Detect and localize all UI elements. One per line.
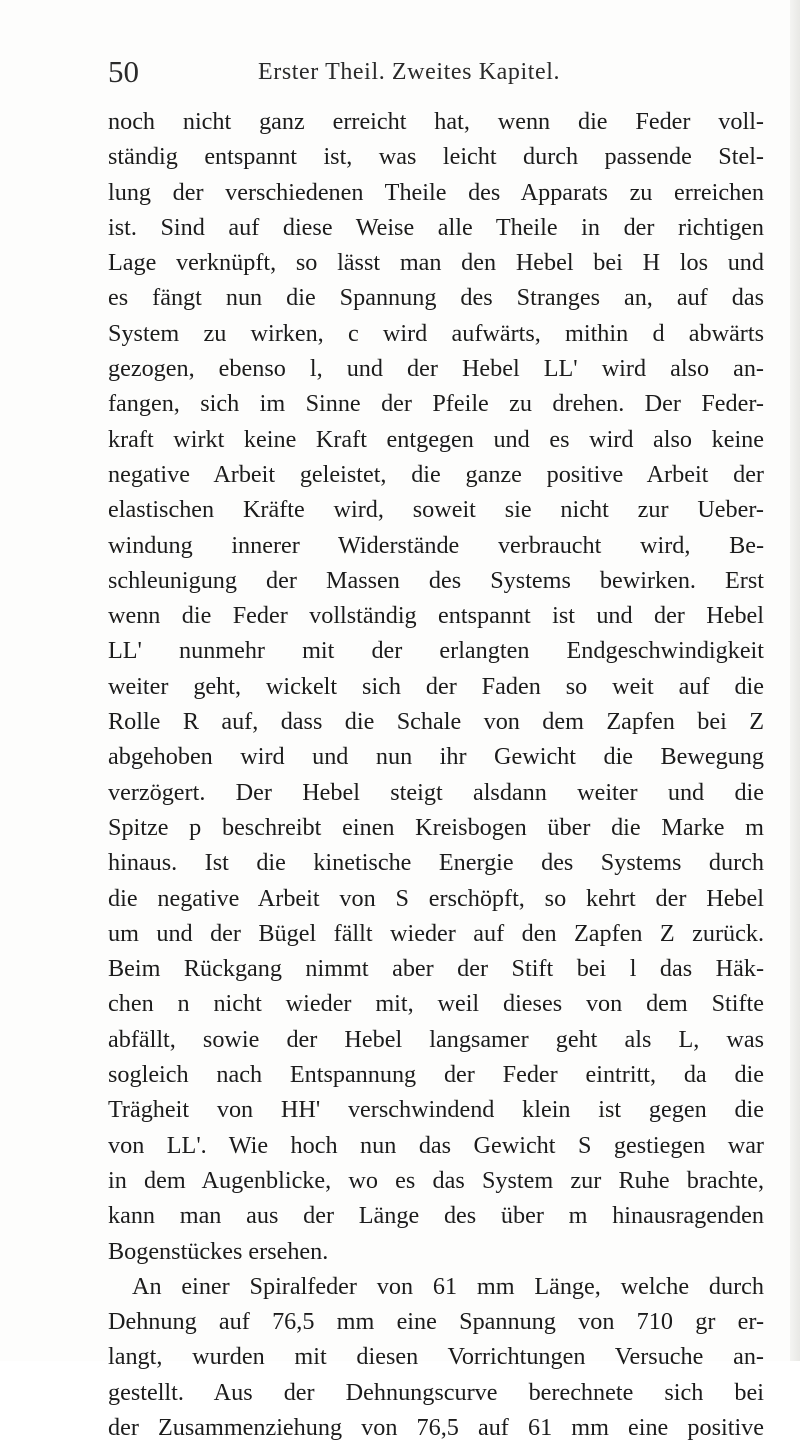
text-line: Lage verknüpft, so lässt man den Hebel bei H los und bbox=[108, 249, 764, 277]
text-line: An einer Spiralfeder von 61 mm Länge, welche durch bbox=[132, 1272, 764, 1300]
text-line: von LL'. Wie hoch nun das Gewicht S gestiegen war bbox=[108, 1131, 764, 1159]
text-line: sogleich nach Entspannung der Feder eintritt, da die bbox=[108, 1061, 764, 1089]
text-line: Bogenstückes ersehen. bbox=[108, 1237, 329, 1265]
text-line: in dem Augenblicke, wo es das System zur Ruhe brachte, bbox=[108, 1166, 764, 1194]
text-line: abfällt, sowie der Hebel langsamer geht als L, was bbox=[108, 1025, 764, 1053]
text-line: abgehoben wird und nun ihr Gewicht die Bewegung bbox=[108, 743, 764, 771]
text-line: noch nicht ganz erreicht hat, wenn die Feder voll- bbox=[108, 108, 764, 135]
text-line: kann man aus der Länge des über m hinausragenden bbox=[108, 1202, 764, 1230]
text-line: Dehnung auf 76,5 mm eine Spannung von 710 gr er- bbox=[108, 1308, 764, 1336]
text-line: Beim Rückgang nimmt aber der Stift bei l das Häk- bbox=[108, 955, 764, 983]
page-number: 50 bbox=[108, 54, 139, 89]
text-line: chen n nicht wieder mit, weil dieses von dem Stifte bbox=[108, 990, 764, 1018]
text-line: lung der verschiedenen Theile des Apparats zu erreichen bbox=[108, 178, 764, 206]
text-line: langt, wurden mit diesen Vorrichtungen Versuche an- bbox=[108, 1343, 764, 1371]
text-line: System zu wirken, c wird aufwärts, mithin d abwärts bbox=[108, 319, 764, 347]
page-header bbox=[108, 52, 748, 92]
page-edge-shadow bbox=[790, 0, 800, 1361]
text-line: verzögert. Der Hebel steigt alsdann weiter und die bbox=[108, 778, 764, 806]
text-line: gestellt. Aus der Dehnungscurve berechnete sich bei bbox=[108, 1378, 764, 1406]
text-line: Spitze p beschreibt einen Kreisbogen über die Marke m bbox=[108, 813, 764, 841]
text-line: gezogen, ebenso l, und der Hebel LL' wird also an- bbox=[108, 355, 764, 383]
text-line: LL' nunmehr mit der erlangten Endgeschwindigkeit bbox=[108, 637, 764, 665]
text-line: windung innerer Widerstände verbraucht wird, Be- bbox=[108, 531, 764, 559]
text-line: ständig entspannt ist, was leicht durch passende Stel- bbox=[108, 143, 764, 171]
text-line: schleunigung der Massen des Systems bewirken. Erst bbox=[108, 566, 764, 594]
text-line: der Zusammenziehung von 76,5 auf 61 mm eine positive bbox=[108, 1413, 764, 1441]
text-line: es fängt nun die Spannung des Stranges an, auf das bbox=[108, 284, 764, 312]
text-line: um und der Bügel fällt wieder auf den Zapfen Z zurück. bbox=[108, 919, 764, 947]
text-line: ist. Sind auf diese Weise alle Theile in der richtigen bbox=[108, 213, 764, 241]
body-text bbox=[108, 104, 764, 1445]
text-line: weiter geht, wickelt sich der Faden so weit auf die bbox=[108, 672, 764, 700]
text-line: Trägheit von HH' verschwindend klein ist gegen die bbox=[108, 1096, 764, 1124]
text-line: kraft wirkt keine Kraft entgegen und es wird also keine bbox=[108, 425, 764, 453]
text-line: negative Arbeit geleistet, die ganze positive Arbeit der bbox=[108, 460, 764, 488]
text-line: Rolle R auf, dass die Schale von dem Zapfen bei Z bbox=[108, 708, 764, 736]
text-line: die negative Arbeit von S erschöpft, so kehrt der Hebel bbox=[108, 884, 764, 912]
text-line: hinaus. Ist die kinetische Energie des Systems durch bbox=[108, 849, 764, 877]
running-head: Erster Theil. Zweites Kapitel. bbox=[258, 59, 561, 85]
text-line: elastischen Kräfte wird, soweit sie nicht zur Ueber- bbox=[108, 496, 764, 524]
text-line: fangen, sich im Sinne der Pfeile zu drehen. Der Feder- bbox=[108, 390, 764, 418]
text-line: wenn die Feder vollständig entspannt ist und der Hebel bbox=[108, 602, 764, 630]
